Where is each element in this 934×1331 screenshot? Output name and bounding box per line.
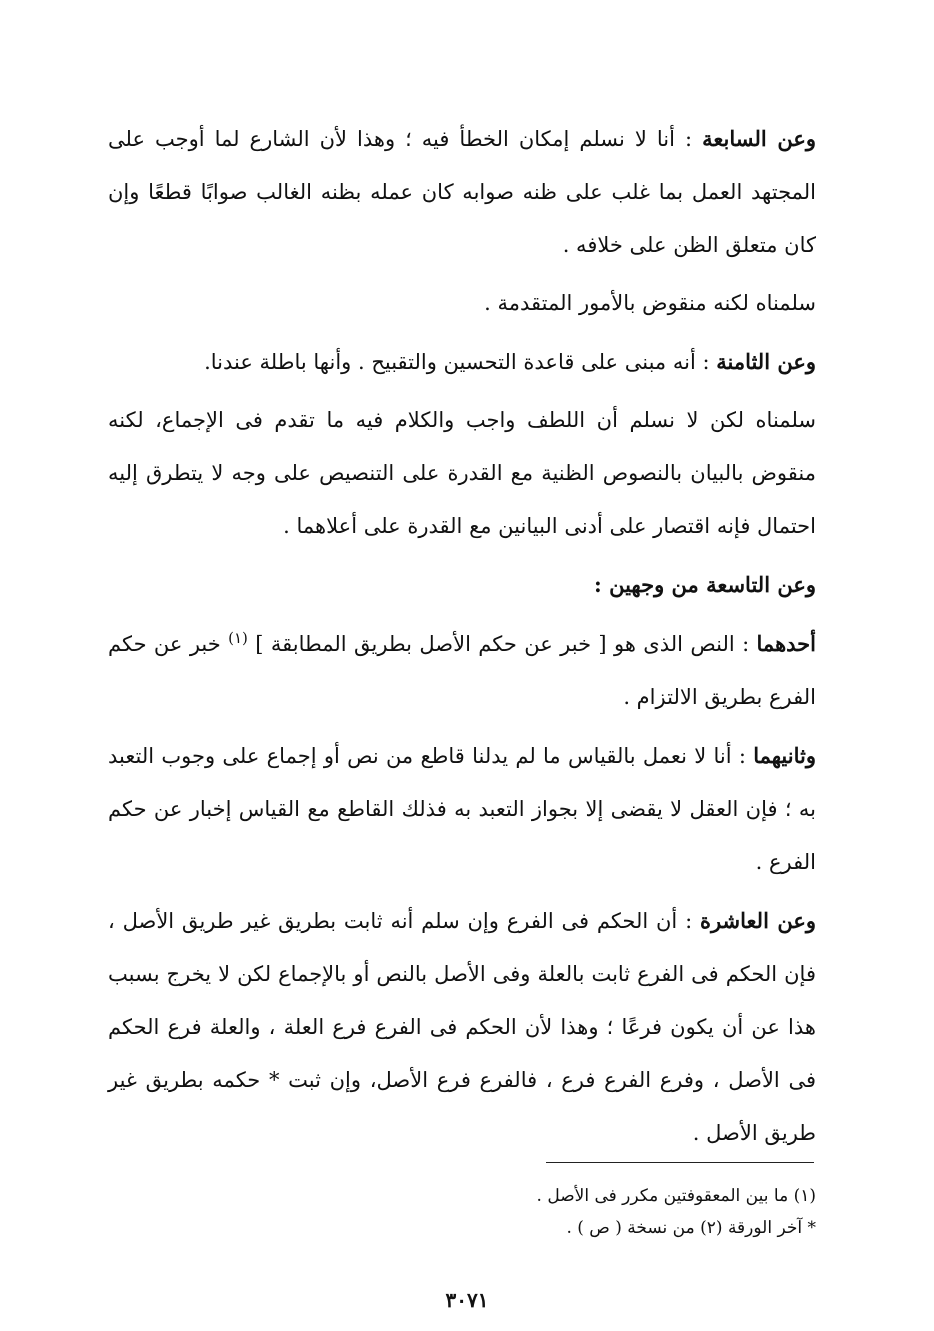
paragraph-lead: وعن الثامنة — [716, 349, 816, 374]
paragraph-conceded-2 — [108, 394, 816, 553]
paragraph-tenth — [108, 894, 816, 1160]
paragraph-lead: وثانيهما — [753, 743, 816, 768]
paragraph-text: : أنا لا نعمل بالقياس ما لم يدلنا قاطع من نص أو إجماع على وجوب التعبد به ؛ فإن العقل لا يقضى إلا بجواز التعبد به فذلك القاطع مع القياس إخبار عن حكم الفرع . — [108, 744, 816, 874]
footnote-2: * آخر الورقة (٢) من نسخة ( ص ) . — [566, 1218, 816, 1238]
paragraph-text: : النص الذى هو [ خبر عن حكم الأصل بطريق المطابقة ] — [255, 632, 757, 656]
paragraph-text: سلمناه لكنه منقوض بالأمور المتقدمة . — [484, 291, 816, 315]
footnotes — [108, 1180, 816, 1244]
footnote-reference[interactable]: (١) — [228, 629, 248, 647]
paragraph-text: : أنه مبنى على قاعدة التحسين والتقبيح . وأنها باطلة عندنا. — [204, 350, 717, 374]
paragraph-eighth — [108, 335, 816, 389]
main-text — [108, 112, 816, 1165]
paragraph-text-continued: خبر عن حكم الفرع بطريق الالتزام . — [108, 632, 816, 709]
footnote-1: (١) ما بين المعقوفتين مكرر فى الأصل . — [536, 1186, 816, 1206]
paragraph-lead: وعن العاشرة — [699, 908, 816, 933]
paragraph-first-aspect — [108, 617, 816, 724]
page-number: ٣٠٧١ — [445, 1288, 489, 1312]
paragraph-lead: وعن التاسعة من وجهين : — [594, 572, 816, 597]
paragraph-text: : أن الحكم فى الفرع وإن سلم أنه ثابت بطريق غير طريق الأصل ، فإن الحكم فى الفرع ثابت بالعلة وفى الأصل بالنص أو بالإجماع لكن لا يخرج بسبب هذا عن أن يكون فرعًا ؛ وهذا لأن الحكم فى الفرع فرع العلة ، والعلة فرع الحكم فى الأصل ، وفرع الفرع فرع ، فالفرع فرع الأصل، وإن ثبت * حكمه بطريق غير طريق الأصل . — [108, 909, 816, 1145]
paragraph-lead: أحدهما — [756, 631, 816, 656]
paragraph-lead: وعن السابعة — [702, 126, 816, 151]
paragraph-text: : أنا لا نسلم إمكان الخطأ فيه ؛ وهذا لأن الشارع لما أوجب على المجتهد العمل بما غلب على ظنه صوابه كان عمله بظنه الغالب صوابًا قطعًا وإن كان متعلق الظن على خلافه . — [108, 127, 816, 257]
paragraph-text: سلمناه لكن لا نسلم أن اللطف واجب والكلام فيه ما تقدم فى الإجماع، لكنه منقوض بالبيان بالنصوص الظنية مع القدرة على التنصيص على وجه لا يتطرق إليه احتمال فإنه اقتصار على أدنى البيانين مع القدرة على أعلاهما . — [108, 408, 816, 538]
paragraph-second-aspect — [108, 729, 816, 889]
paragraph-ninth — [108, 558, 816, 612]
footnote-divider — [546, 1162, 814, 1163]
paragraph-conceded-1 — [108, 277, 816, 330]
paragraph-seventh — [108, 112, 816, 272]
